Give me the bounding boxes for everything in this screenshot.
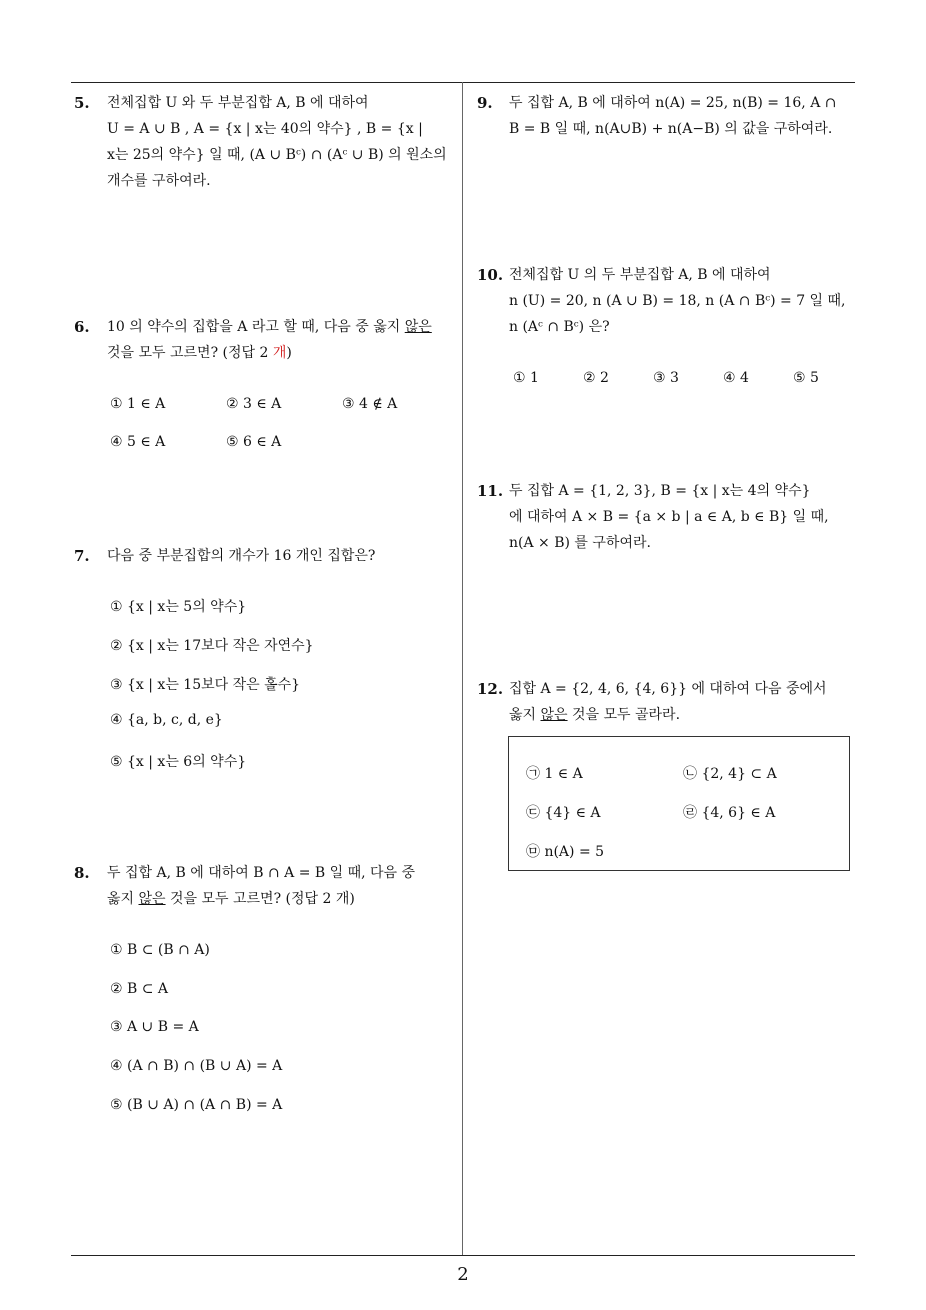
choice-1[interactable]: ① 1 ∈ A: [110, 396, 166, 412]
problem-text: 집합 A = {2, 4, 6, {4, 6}} 에 대하여 다음 중에서: [509, 681, 827, 697]
choice-4[interactable]: ④ 5 ∈ A: [110, 434, 166, 450]
problem-number: 12.: [477, 680, 504, 698]
problem-number: 10.: [477, 266, 504, 284]
problem-text: 전체집합 U 의 두 부분집합 A, B 에 대하여: [509, 267, 771, 283]
problem-text: 10 의 약수의 집합을 A 라고 할 때, 다음 중 옳지 않은: [107, 319, 432, 335]
choice-5[interactable]: ⑤ (B ∪ A) ∩ (A ∩ B) = A: [110, 1097, 283, 1113]
problem-number: 6.: [74, 318, 90, 336]
choice-3[interactable]: ③ 4 ∉ A: [342, 396, 398, 412]
choice-4[interactable]: ④ {a, b, c, d, e}: [110, 712, 223, 728]
problem-text: n(A × B) 를 구하여라.: [509, 535, 651, 551]
choice-1[interactable]: ① {x | x는 5의 약수}: [110, 599, 247, 615]
problem-text: 두 집합 A = {1, 2, 3}, B = {x | x는 4의 약수}: [509, 483, 811, 499]
problem-number: 7.: [74, 547, 90, 565]
choice-1[interactable]: ① 1: [513, 370, 539, 386]
problem-text: 옳지 않은 것을 모두 골라라.: [509, 707, 681, 723]
problem-text: 개수를 구하여라.: [107, 173, 211, 189]
choice-5[interactable]: ⑤ 6 ∈ A: [226, 434, 282, 450]
choice-3[interactable]: ③ {x | x는 15보다 작은 홀수}: [110, 677, 301, 693]
statement-c: ㉢ {4} ∈ A: [526, 805, 601, 821]
problem-text: x는 25의 약수} 일 때, (A ∪ Bᶜ) ∩ (Aᶜ ∪ B) 의 원소의: [107, 147, 447, 163]
statement-b: ㉡ {2, 4} ⊂ A: [683, 766, 777, 782]
underlined-word: 않은: [404, 319, 432, 335]
problem-text: U = A ∪ B , A = {x | x는 40의 약수} , B = {x |: [107, 121, 423, 137]
statement-d: ㉣ {4, 6} ∈ A: [683, 805, 776, 821]
problem-text: 두 집합 A, B 에 대하여 n(A) = 25, n(B) = 16, A ∩: [509, 95, 837, 111]
problem-text: B = B 일 때, n(A∪B) + n(A−B) 의 값을 구하여라.: [509, 121, 833, 137]
problem-10: [477, 262, 859, 340]
problem-11: [477, 478, 859, 556]
choice-2[interactable]: ② B ⊂ A: [110, 981, 169, 997]
bottom-rule: [71, 1255, 855, 1256]
problem-text: 다음 중 부분집합의 개수가 16 개인 집합은?: [107, 548, 376, 564]
problem-number: 5.: [74, 94, 90, 112]
choice-2[interactable]: ② 3 ∈ A: [226, 396, 282, 412]
choice-3[interactable]: ③ 3: [653, 370, 679, 386]
problem-number: 9.: [477, 94, 493, 112]
statement-e: ㉤ n(A) = 5: [526, 844, 605, 860]
underlined-word: 않은: [540, 707, 568, 723]
red-word: 개: [272, 345, 287, 361]
problem-text: 것을 모두 고르면? (정답 2 개): [107, 345, 292, 361]
problem-12: [477, 676, 859, 728]
problem-5: [74, 90, 459, 194]
problem-text: n (Aᶜ ∩ Bᶜ) 은?: [509, 319, 610, 335]
problem-number: 11.: [477, 482, 504, 500]
choice-5[interactable]: ⑤ {x | x는 6의 약수}: [110, 754, 247, 770]
column-divider: [462, 82, 463, 1255]
choice-2[interactable]: ② {x | x는 17보다 작은 자연수}: [110, 638, 314, 654]
choice-1[interactable]: ① B ⊂ (B ∩ A): [110, 942, 210, 958]
problem-text: 두 집합 A, B 에 대하여 B ∩ A = B 일 때, 다음 중: [107, 865, 416, 881]
page-number: 2: [457, 1264, 469, 1285]
problem-7: [74, 543, 459, 569]
problem-8: [74, 860, 459, 912]
statement-a: ㉠ 1 ∈ A: [526, 766, 583, 782]
problem-number: 8.: [74, 864, 90, 882]
choice-3[interactable]: ③ A ∪ B = A: [110, 1019, 199, 1035]
problem-text: 전체집합 U 와 두 부분집합 A, B 에 대하여: [107, 95, 369, 111]
problem-9: [477, 90, 859, 142]
top-rule: [71, 82, 855, 83]
problem-text: 옳지 않은 것을 모두 고르면? (정답 2 개): [107, 891, 355, 907]
problem-text: 에 대하여 A × B = {a × b | a ∈ A, b ∈ B} 일 때,: [509, 509, 829, 525]
choice-4[interactable]: ④ (A ∩ B) ∩ (B ∪ A) = A: [110, 1058, 283, 1074]
underlined-word: 않은: [138, 891, 166, 907]
problem-text: n (U) = 20, n (A ∪ B) = 18, n (A ∩ Bᶜ) = 7 일 때,: [509, 293, 846, 309]
problem-6: [74, 314, 459, 366]
choice-2[interactable]: ② 2: [583, 370, 609, 386]
choice-5[interactable]: ⑤ 5: [793, 370, 819, 386]
choice-4[interactable]: ④ 4: [723, 370, 749, 386]
